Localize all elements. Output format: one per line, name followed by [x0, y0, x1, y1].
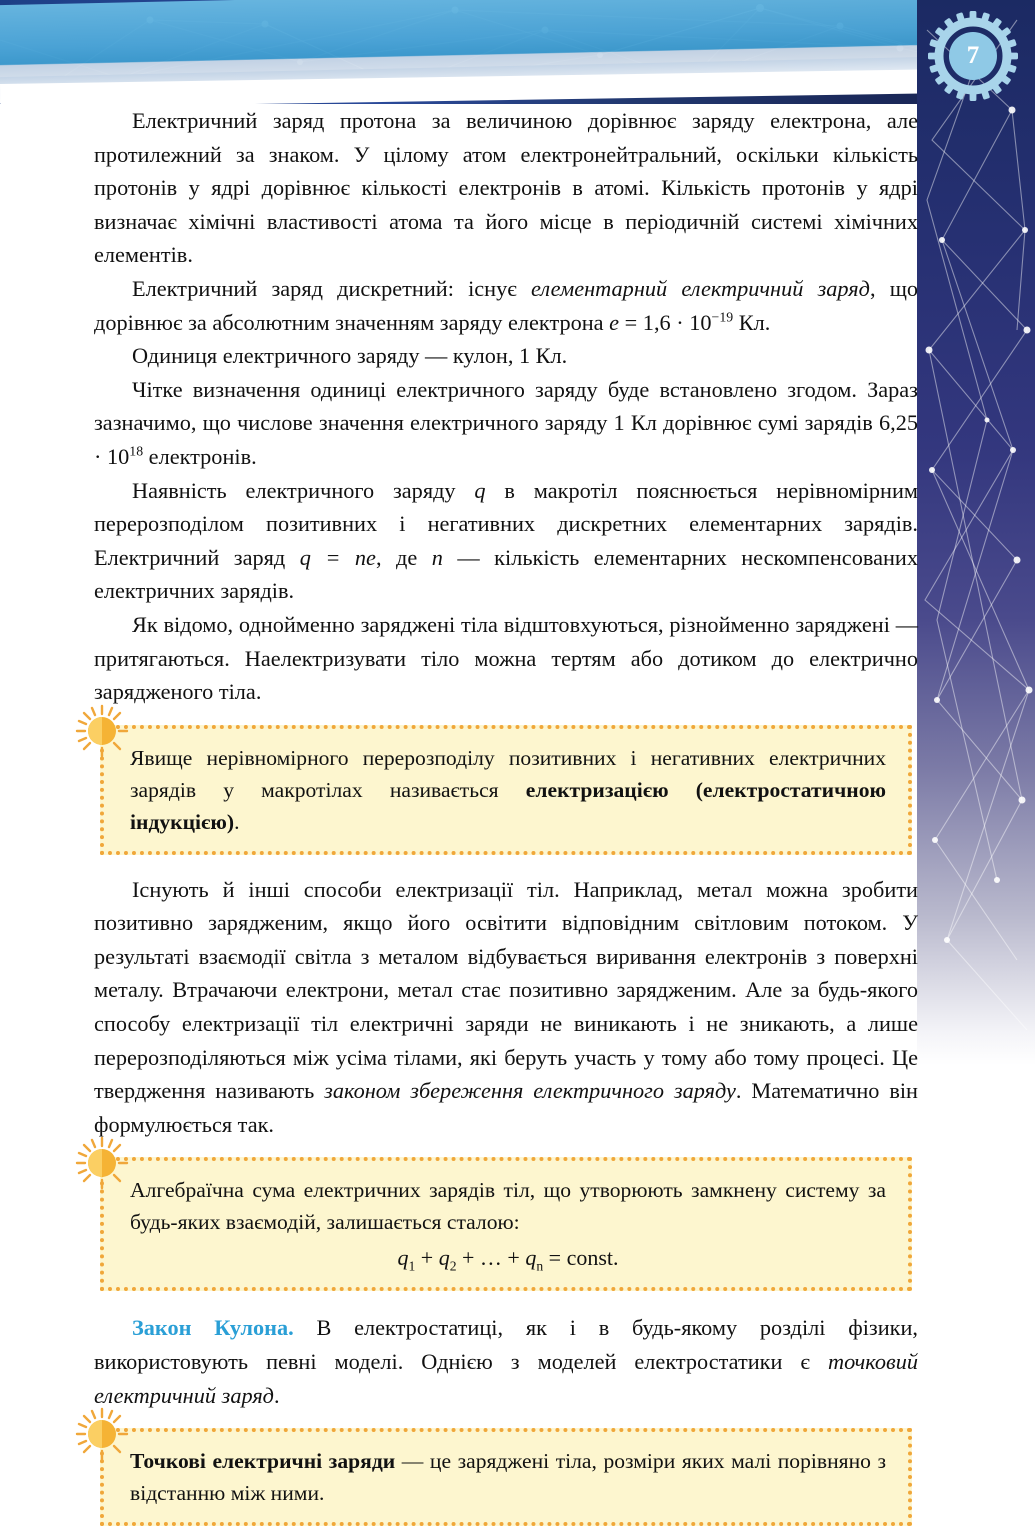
- formula-sub-n: n: [536, 1258, 544, 1274]
- constellation-network-graphic-side: [917, 0, 1035, 1065]
- callout-box-point-charges: [100, 1428, 912, 1526]
- formula-qn: q: [525, 1245, 537, 1271]
- p5-symbol-q: q: [474, 477, 486, 503]
- spacer-2: [94, 1291, 918, 1311]
- sun-icon: [74, 1406, 130, 1462]
- paragraph-4: [94, 373, 918, 474]
- callout-3-text: [130, 1445, 886, 1509]
- sun-icon: [74, 703, 130, 759]
- p2-term: елементарний електричний заряд: [531, 275, 870, 301]
- paragraph-8-coulomb-law: [94, 1311, 918, 1412]
- p5-b: в макротіл пояснюється нерівномірним перерозподілом позитивних і негативних дискретних елементарних зарядів. Електричний заряд: [94, 477, 918, 570]
- callout-1-b: .: [234, 809, 240, 834]
- paragraph-7: [94, 873, 918, 1142]
- paragraph-2: [94, 272, 918, 339]
- callout-box-electrization: [100, 725, 912, 855]
- page-header-banner: [0, 0, 1035, 104]
- p2-unit: Кл.: [733, 309, 771, 335]
- p5-c: , де: [375, 544, 432, 570]
- p2-formula-rest: = 1,6 · 10: [619, 309, 712, 335]
- callout-3-bold: Точкові електричні заряди: [130, 1449, 396, 1474]
- p8-term: точковий електричний заряд: [94, 1349, 918, 1408]
- p2-lead: Електричний заряд дискретний: існує: [132, 275, 531, 301]
- p5-symbol-n: n: [431, 544, 443, 570]
- paragraph-6: Як відомо, однойменно заряджені тіла відштовхуються, різнойменно заряджені — притягаються. Наелектризувати тіло можна тертям або дотиком до електрично зарядженого тіла.: [94, 611, 918, 705]
- callout-2-formula: [130, 1242, 886, 1274]
- p4-exponent: 18: [129, 443, 144, 459]
- page-content: [94, 104, 918, 1526]
- paragraph-3: Одиниця електричного заряду — кулон, 1 Кл.: [132, 343, 568, 369]
- p4-a: Чітке визначення одиниці електричного заряду буде встановлено згодом. Зараз зазначимо, що числове значення електричного заряду 1 Кл дорівнює сумі зарядів 6,25 · 10: [94, 376, 918, 469]
- right-decorative-strip: [917, 0, 1035, 1065]
- coulomb-law-heading: Закон Кулона.: [132, 1315, 294, 1341]
- p7-b: . Математично він формулюється так.: [94, 1078, 918, 1137]
- callout-3-a: — це заряджені тіла, розміри яких малі порівняно з відстанню між ними.: [130, 1449, 887, 1506]
- formula-dots: + … +: [456, 1245, 526, 1271]
- p5-a: Наявність електричного заряду: [132, 477, 475, 503]
- formula-sub-1: 1: [408, 1258, 416, 1274]
- page-number-badge: [927, 10, 1019, 102]
- spacer-1: [94, 855, 918, 873]
- p4-b: електронів.: [143, 443, 257, 469]
- p8-b: .: [273, 1382, 280, 1408]
- formula-q1: q: [397, 1245, 409, 1271]
- p8-a: В електростатиці, як і в будь-якому розділі фізики, використовують певні моделі. Однією з моделей електростатики є: [94, 1315, 918, 1375]
- sun-icon: [74, 1135, 130, 1191]
- callout-1-bold: електризацією (електростатичною індукцією): [130, 777, 886, 834]
- paragraph-5: [94, 474, 918, 608]
- callout-1-a: Явище нерівномірного перерозподілу позитивних і негативних електричних зарядів у макротілах називається: [130, 745, 886, 802]
- formula-plus-1: +: [415, 1245, 439, 1271]
- p2-exponent: −19: [711, 309, 734, 325]
- callout-2-text: Алгебраїчна сума електричних зарядів тіл, що утворюють замкнену систему за будь-яких взаємодій, залишається сталою:: [130, 1178, 886, 1235]
- formula-equals-const: = const.: [543, 1245, 619, 1271]
- formula-sub-2: 2: [449, 1258, 457, 1274]
- p2-symbol-e: e: [609, 309, 620, 335]
- paragraph-1: Електричний заряд протона за величиною дорівнює заряду електрона, але протилежний за знаком. У цілому атом електронейтральний, оскільки кількість протонів у ядрі дорівнює кількості електронів в атомі. Кількість протонів у ядрі визначає хімічні властивості атома та його місце в періодичній системі хімічних елементів.: [94, 108, 918, 268]
- callout-1-text: [130, 742, 886, 838]
- page-number-value: 7: [966, 42, 980, 69]
- callout-box-charge-conservation: [100, 1157, 912, 1291]
- p2-tail: , що дорівнює за абсолютним значенням заряду електрона: [94, 275, 919, 335]
- formula-q2: q: [438, 1245, 450, 1271]
- p7-law-name: законом збереження електричного заряду: [324, 1078, 736, 1104]
- p5-formula-qne: q = ne: [299, 544, 376, 570]
- p7-a: Існують й інші способи електризації тіл. Наприклад, метал можна зробити позитивно зарядженим, якщо його освітити відповідним світловим потоком. У результаті взаємодії світла з металом відбувається виривання електронів з поверхні металу. Втрачаючи електрони, метал стає позитивно зарядженим. Але за будь-якого способу електризації тіл електричні заряди не виникають і не зникають, а лише перерозподіляються між усіма тілами, які беруть участь у тому або тому процесі. Це твердження називають: [94, 876, 918, 1104]
- p5-d: — кількість елементарних нескомпенсованих електричних зарядів.: [94, 544, 918, 604]
